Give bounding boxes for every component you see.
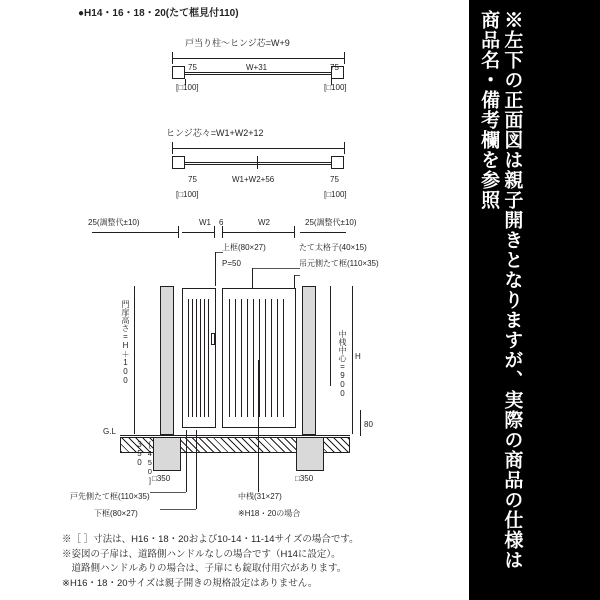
right-h-dimline: [352, 286, 353, 434]
base-350-left: □350: [152, 474, 171, 483]
main-dim-w1: W1: [199, 218, 211, 227]
main-dimline-w1: [182, 232, 214, 233]
top-dim-tick-right: [344, 52, 345, 64]
main-dim-w2: W2: [258, 218, 270, 227]
mid-post-right: [331, 156, 344, 169]
mid-dim-tick-right: [344, 142, 345, 154]
main-dim-right: 25(調整代±10): [305, 218, 357, 227]
dim-80-line: [360, 410, 361, 436]
depth-350: 350: [135, 440, 144, 467]
right-sub-dimline: [330, 286, 331, 386]
leader-middle-rail: [258, 360, 259, 492]
main-tick-4: [294, 226, 295, 238]
side-note-band: [469, 0, 600, 600]
callout-top-frame: 上框(80×27): [222, 243, 266, 252]
gate-post-right: [302, 286, 316, 435]
leaf-main-slats: [229, 299, 289, 417]
leader-bottom-frame-h: [160, 509, 196, 510]
callout-middle-rail-note: ※H18・20の場合: [238, 509, 301, 518]
top-diagram-label: 戸当り柱～ヒンジ芯=W+9: [185, 38, 290, 48]
top-left-box-label: 75: [188, 63, 197, 72]
leader-bottom-frame: [196, 430, 197, 509]
mid-right-bracket: [□100]: [324, 190, 347, 199]
main-tick-1: [178, 226, 179, 238]
mid-post-left: [172, 156, 185, 169]
top-dim-line: [172, 58, 344, 59]
leader-lattice: [252, 268, 300, 269]
footnotes: [62, 533, 462, 592]
callout-door-edge-frame: 戸先側たて框(110×35): [70, 492, 150, 501]
top-rail-2: [185, 74, 331, 75]
label-gate-height: 門扉高さ=H＋100: [121, 300, 130, 385]
callout-pitch: P=50: [222, 259, 241, 268]
main-dim-gap: 6: [219, 218, 224, 227]
mid-dim-tick-left: [172, 142, 173, 154]
depth-450: [450]: [145, 440, 155, 485]
page-title: ●H14・16・18・20(たて框見付110): [78, 8, 239, 19]
gate-leaf-child: [182, 288, 216, 428]
gate-leaf-main: [222, 288, 296, 428]
callout-middle-rail: 中桟(31×27): [238, 492, 282, 501]
top-right-box-label: 75: [330, 63, 339, 72]
ground-label: G.L: [103, 427, 116, 436]
footnote-2: ※姿図の子扉は、道路側ハンドルなしの場合です（H14に設定）。: [62, 548, 341, 560]
label-h: H: [355, 352, 361, 361]
left-height-dimline: [134, 286, 135, 434]
top-dim-tick-left: [172, 52, 173, 64]
mid-center-divider: [257, 156, 258, 169]
top-right-bracket: [□100]: [324, 83, 347, 92]
label-middle-rail-center: 中桟中心=900: [338, 330, 347, 398]
callout-bottom-frame: 下框(80×27): [94, 509, 138, 518]
callout-vertical-lattice: たて太格子(40×15): [299, 243, 367, 252]
mid-rail-2: [185, 164, 331, 165]
leader-top-frame-v: [215, 252, 216, 286]
leader-lattice-v: [252, 268, 253, 288]
base-left: [153, 437, 181, 471]
callout-hanging-frame: 吊元側たて框(110×35): [299, 259, 379, 268]
top-tick-a: [185, 79, 186, 85]
main-dimline-w2: [222, 232, 294, 233]
leader-top-frame: [215, 252, 223, 253]
main-dimline-right: [300, 232, 346, 233]
leaf-child-slats: [188, 299, 210, 417]
mid-left-bracket: [□100]: [176, 190, 199, 199]
top-left-bracket: [□100]: [176, 83, 199, 92]
main-tick-2: [214, 226, 215, 238]
mid-rail: [185, 162, 331, 163]
leader-door-edge: [186, 430, 187, 492]
mid-right-box-label: 75: [330, 175, 339, 184]
top-post-left: [172, 66, 185, 79]
side-note-text: ※左下の正面図は親子開きとなりますが、実際の商品の仕様は商品名・備考欄を参照: [478, 10, 523, 570]
main-tick-3: [222, 226, 223, 238]
main-dim-left: 25(調整代±10): [88, 218, 140, 227]
mid-center-dim: W1+W2+56: [232, 175, 275, 184]
base-350-right: □350: [295, 474, 314, 483]
mid-diagram-label: ヒンジ芯々=W1+W2+12: [166, 128, 264, 138]
leader-door-edge-h: [150, 492, 186, 493]
top-center-dim: W+31: [246, 63, 268, 72]
top-tick-b: [331, 79, 332, 85]
footnote-1: ※［ ］寸法は、H16・18・20および10-14・11-14サイズの場合です。: [62, 534, 359, 545]
mid-dim-line: [172, 148, 344, 149]
dim-80: 80: [364, 420, 373, 429]
ground-line: [120, 435, 350, 436]
gate-handle: [211, 333, 215, 345]
gate-post-left: [160, 286, 174, 435]
main-dimline-left: [92, 232, 178, 233]
footnote-3: 道路側ハンドルありの場合は、子扉にも錠取付用穴があります。: [62, 563, 347, 575]
base-right: [296, 437, 324, 471]
footnote-4: ※H16・18・20サイズは親子開きの規格設定はありません。: [62, 578, 318, 590]
mid-left-box-label: 75: [188, 175, 197, 184]
